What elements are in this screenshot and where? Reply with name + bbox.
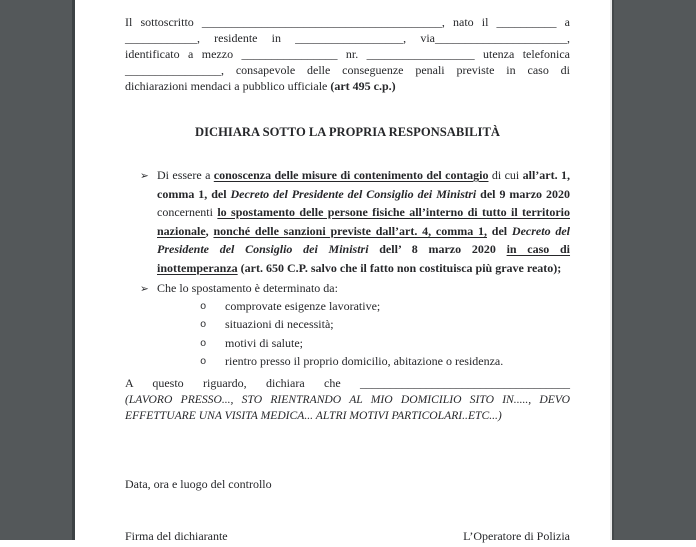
text-run: Presidente del Consiglio dei Ministri — [157, 242, 369, 256]
doc-line — [157, 203, 570, 222]
declaration-statement — [125, 375, 570, 425]
doc-line — [157, 222, 570, 241]
text-run: (art 495 c.p.) — [330, 79, 396, 93]
text-run: dichiarazioni mendaci a pubblico ufficiale — [125, 79, 331, 93]
arrow-bullet-icon: ➢ — [140, 283, 149, 295]
text-run: dell’ 8 marzo 2020 — [368, 242, 507, 256]
text-run: identificato a mezzo ________________ nr. __________________ utenza telefonica — [125, 47, 570, 61]
doc-line — [157, 240, 570, 259]
doc-line — [125, 392, 570, 409]
circle-bullet-icon: o — [200, 319, 207, 332]
doc-line — [125, 14, 570, 30]
doc-line — [157, 166, 570, 185]
circle-bullet-icon: o — [200, 301, 207, 314]
reason-item-work — [157, 297, 570, 315]
reason-item-necessity — [157, 315, 570, 333]
text-run: del — [487, 223, 512, 238]
doc-line — [125, 30, 570, 46]
text-run: comma 1, del — [157, 186, 231, 201]
reason-item-return-home — [157, 352, 570, 370]
doc-line — [125, 408, 570, 425]
text-run: ____________, residente in __________________, via______________________, — [125, 31, 570, 45]
doc-line — [157, 259, 570, 278]
declaration-title: DICHIARA SOTTO LA PROPRIA RESPONSABILITÀ — [195, 125, 500, 139]
text-run: (art. 650 C.P. salvo che il fatto non costituisca più grave reato); — [240, 260, 562, 275]
text-run: nonché delle sanzioni previste dall’art. 4, comma 1, — [213, 223, 488, 238]
doc-line — [125, 62, 570, 78]
bullet-reasons-header: Che lo spostamento è determinato da: — [157, 281, 338, 295]
text-run: Il sottoscritto ________________________________________, nato il __________ a — [125, 15, 570, 29]
circle-bullet-icon: o — [200, 337, 207, 350]
text-run: di cui — [488, 168, 523, 182]
police-operator-label: L’Operatore di Polizia — [463, 528, 570, 543]
bullet-reasons — [125, 279, 570, 370]
arrow-bullet-icon: ➢ — [140, 170, 149, 182]
control-date-place-label: Data, ora e luogo del controllo — [125, 476, 272, 491]
reason-item-label: comprovate esigenze lavorative; — [225, 299, 381, 314]
text-run: EFFETTUARE UNA VISITA MEDICA... ALTRI MOTIVI PARTICOLARI..ETC...) — [125, 409, 502, 423]
text-run: , — [205, 223, 214, 238]
signature-row — [125, 528, 570, 544]
text-run: in caso di — [506, 242, 571, 256]
text-run: Di essere a — [157, 168, 214, 182]
right-gray-bar — [612, 0, 696, 540]
text-run: Decreto del Presidente del Consiglio dei Ministri — [230, 186, 477, 201]
reason-item-label: motivi di salute; — [225, 335, 303, 350]
text-run: concernenti — [157, 205, 218, 219]
text-run: conoscenza delle misure di contenimento del contagio — [213, 168, 489, 182]
text-run: A questo riguardo, dichiara che ___________________________________ — [125, 376, 570, 391]
circle-bullet-icon: o — [200, 355, 207, 368]
doc-line — [125, 46, 570, 62]
text-run: lo spostamento delle persone fisiche all’interno di tutto il territorio — [217, 205, 570, 219]
document-page — [125, 14, 570, 544]
reason-item-label: rientro presso il proprio domicilio, abitazione o residenza. — [225, 353, 504, 368]
doc-line — [125, 78, 570, 94]
text-run: nazionale — [157, 223, 206, 238]
bullet-measures-text — [157, 166, 570, 277]
text-run: (LAVORO PRESSO..., STO RIENTRANDO AL MIO DOMICILIO SITO IN....., DEVO — [125, 392, 570, 406]
intro-paragraph — [125, 14, 570, 94]
text-run: all’art. 1, — [522, 168, 570, 182]
text-run: ________________, consapevole delle conseguenze penali previste in caso di — [125, 63, 570, 77]
doc-line — [157, 185, 570, 204]
text-run: inottemperanza — [157, 260, 238, 275]
reason-item-health — [157, 334, 570, 352]
doc-line — [125, 375, 570, 392]
text-run: del 9 marzo 2020 — [476, 186, 571, 201]
bullet-measures — [125, 166, 570, 277]
declarant-signature-label: Firma del dichiarante — [125, 528, 228, 543]
text-run: Decreto del — [511, 223, 571, 238]
left-gray-bar — [0, 0, 75, 540]
reason-item-label: situazioni di necessità; — [225, 317, 334, 332]
